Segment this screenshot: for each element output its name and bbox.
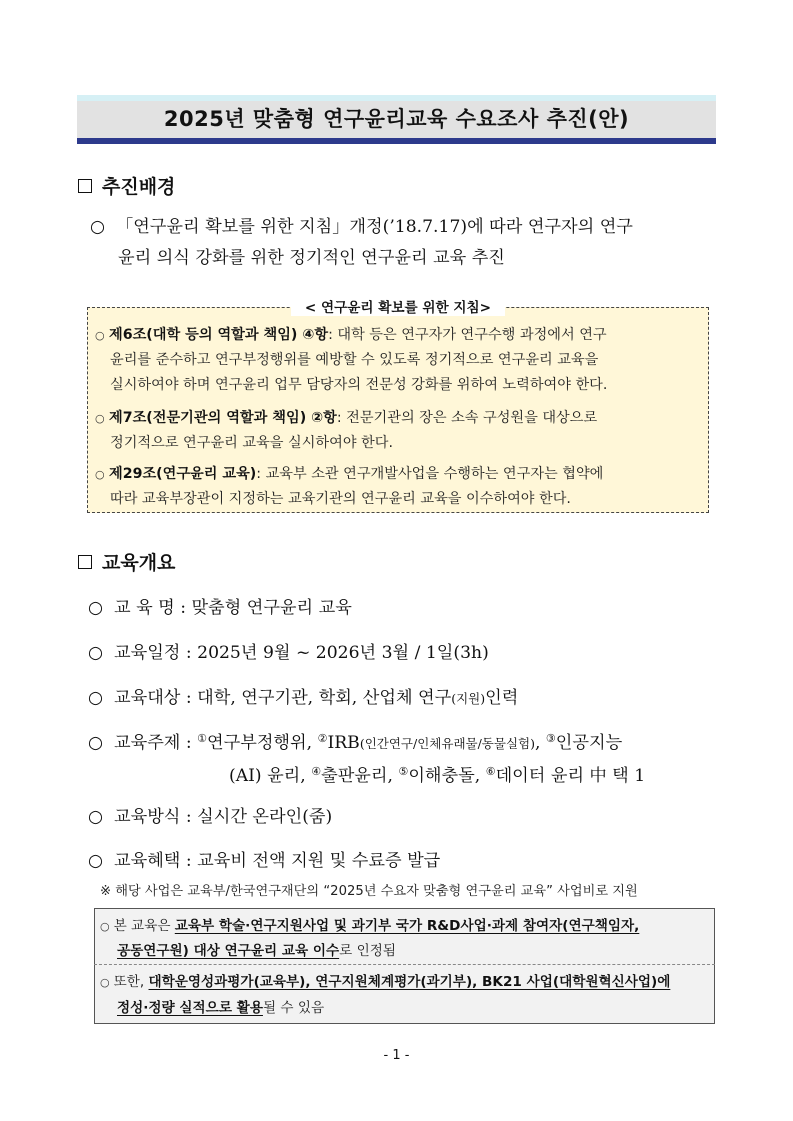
background-line-1: ○ 「연구윤리 확보를 위한 지침」개정(’18.7.17)에 따라 연구자의 연구 (90, 212, 730, 243)
bullet-circle-icon: ○ (88, 643, 103, 663)
overview-name: ○ 교 육 명 : 맞춤형 연구윤리 교육 (88, 598, 352, 618)
section-overview-heading (78, 548, 175, 575)
section-background-title: 추진배경 (102, 176, 176, 198)
checkbox-icon (78, 555, 92, 569)
bullet-circle-icon: ○ (95, 468, 105, 481)
guideline-item-6: ○ 제6조(대학 등의 역할과 책임) ④항: 대학 등은 연구자가 연구수행 과정에서 연구 윤리를 준수하고 연구부정행위를 예방할 수 있도록 정기적으로 연구윤리 교육을 실시하여야 하며 연구윤리 업무 담당자의 전문성 강화를 위하여 노력하여야 한다. (95, 323, 707, 398)
checkbox-icon (78, 179, 92, 193)
guideline-item-29: ○ 제29조(연구윤리 교육): 교육부 소관 연구개발사업을 수행하는 연구자는 협약에 따라 교육부장관이 지정하는 교육기관의 연구윤리 교육을 이수하여야 한다. (95, 462, 707, 512)
bullet-circle-icon: ○ (88, 807, 103, 827)
info-line-2: ○ 또한, 대학운영성과평가(교육부), 연구지원체계평가(과기부), BK21 사업(대학원혁신사업)에 (100, 974, 671, 990)
info-line-1b: 공동연구원) 대상 연구윤리 교육 이수로 인정됨 (117, 943, 396, 959)
overview-benefit: ○ 교육혜택 : 교육비 전액 지원 및 수료증 발급 (88, 851, 441, 871)
overview-schedule: ○ 교육일정 : 2025년 9월 ~ 2026년 3월 / 1일(3h) (88, 643, 489, 663)
guideline-item-7: ○ 제7조(전문기관의 역할과 책임) ②항: 전문기관의 장은 소속 구성원을 대상으로 정기적으로 연구윤리 교육을 실시하여야 한다. (95, 406, 707, 456)
overview-target: ○ 교육대상 : 대학, 연구기관, 학회, 산업체 연구(지원)인력 (88, 688, 519, 708)
bullet-circle-icon: ○ (88, 598, 103, 618)
bullet-circle-icon: ○ (90, 217, 105, 237)
overview-topics-cont: (AI) 윤리, ④출판윤리, ⑤이해충돌, ⑥데이터 윤리 中 택 1 (229, 765, 646, 786)
page-title: 2025년 맞춤형 연구윤리교육 수요조사 추진(안) (163, 107, 630, 131)
info-line-2b: 정성·정량 실적으로 활용될 수 있음 (117, 1000, 325, 1016)
background-paragraph (90, 212, 730, 274)
background-line-2: 윤리 의식 강화를 위한 정기적인 연구윤리 교육 추진 (118, 248, 505, 268)
bullet-circle-icon: ○ (88, 733, 103, 753)
guideline-title: < 연구윤리 확보를 위한 지침> (87, 296, 709, 316)
bullet-circle-icon: ○ (88, 851, 103, 871)
bullet-circle-icon: ○ (100, 920, 110, 933)
section-overview-title: 교육개요 (102, 552, 176, 574)
bullet-circle-icon: ○ (88, 688, 103, 708)
overview-topics: ○ 교육주제 : ①연구부정행위, ②IRB(인간연구/인체유래물/동물실험), ③인공지능 (88, 732, 623, 753)
section-background-heading (78, 172, 175, 199)
bullet-circle-icon: ○ (95, 412, 105, 425)
info-line-1: ○ 본 교육은 교육부 학술·연구지원사업 및 과기부 국가 R&D사업·과제 참여자(연구책임자, (100, 918, 640, 934)
funding-note: ※ 해당 사업은 교육부/한국연구재단의 “2025년 수요자 맞춤형 연구윤리 교육” 사업비로 지원 (100, 884, 638, 899)
bullet-circle-icon: ○ (100, 976, 110, 989)
title-bar (77, 95, 716, 144)
page-number: - 1 - (383, 1048, 410, 1063)
info-divider (94, 964, 715, 965)
overview-method: ○ 교육방식 : 실시간 온라인(줌) (88, 807, 333, 827)
bullet-circle-icon: ○ (95, 329, 105, 342)
